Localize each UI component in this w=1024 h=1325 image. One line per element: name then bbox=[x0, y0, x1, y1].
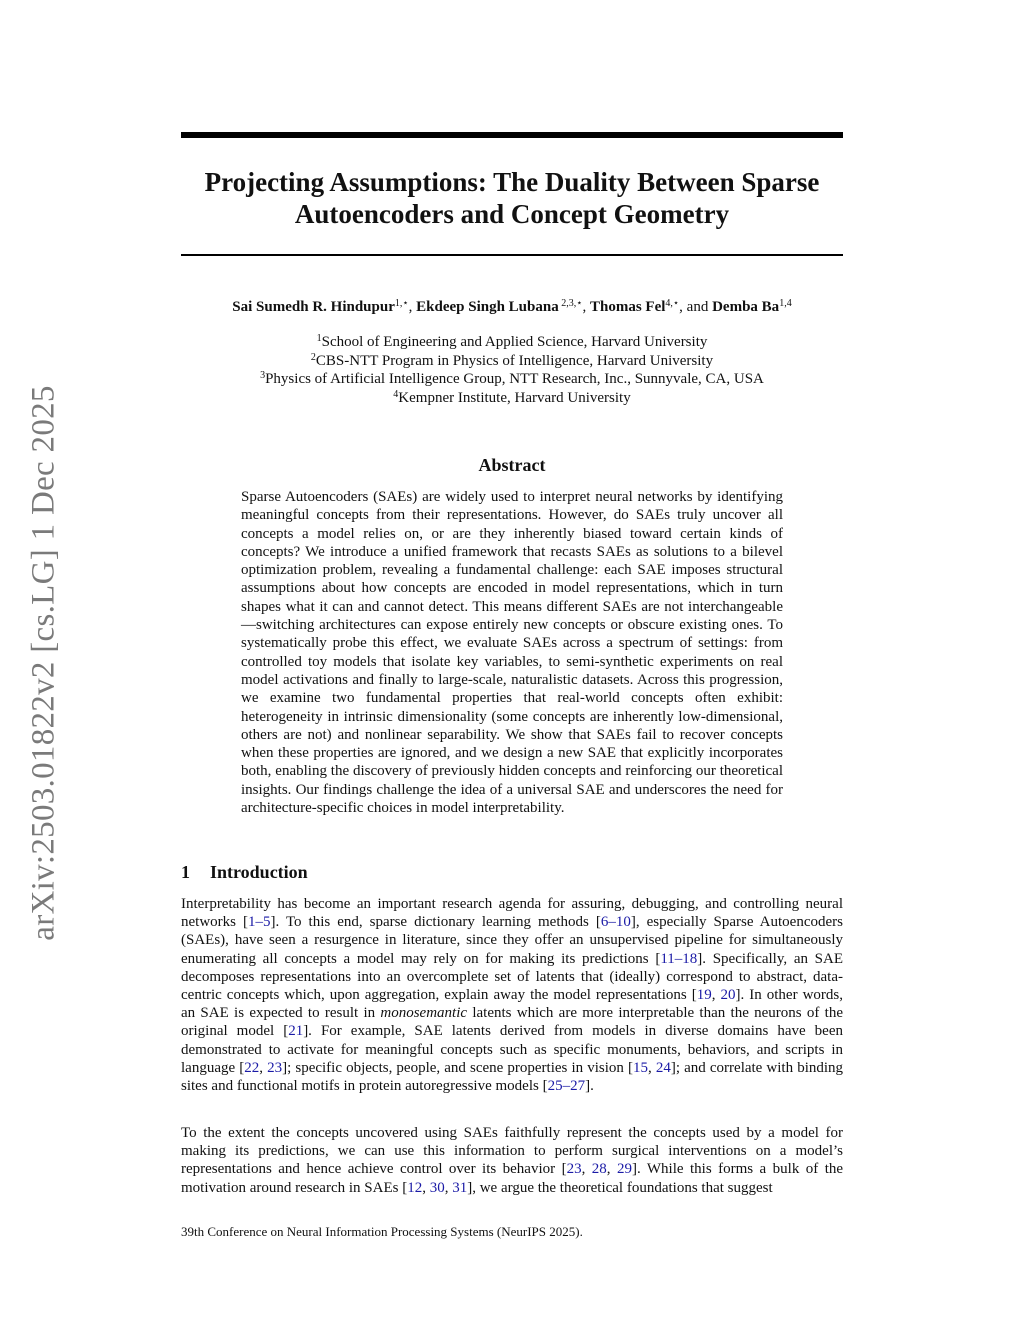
author-name: Sai Sumedh R. Hindupur bbox=[232, 299, 395, 315]
citation-link[interactable]: 22 bbox=[244, 1059, 260, 1076]
paper-title bbox=[150, 166, 874, 230]
section-title: Introduction bbox=[210, 862, 308, 882]
author-affiliation-marks: 2,3,⋆ bbox=[558, 298, 583, 309]
conference-footnote: 39th Conference on Neural Information Processing Systems (NeurIPS 2025). bbox=[181, 1224, 583, 1239]
citation-link[interactable]: 11–18 bbox=[660, 950, 698, 967]
affiliation-number: 4 bbox=[393, 388, 399, 400]
affiliation-number: 2 bbox=[310, 351, 316, 363]
affiliation-number: 3 bbox=[260, 370, 266, 381]
citation-link[interactable]: 29 bbox=[616, 1161, 632, 1178]
affiliation bbox=[150, 333, 874, 352]
title-line-2: Autoencoders and Concept Geometry bbox=[294, 199, 730, 229]
citation-link[interactable]: 12 bbox=[407, 1179, 423, 1196]
citation-link[interactable]: 31 bbox=[452, 1179, 468, 1196]
author-list bbox=[150, 297, 874, 317]
author-separator: , bbox=[408, 299, 417, 315]
title-bottom-rule bbox=[181, 254, 843, 256]
citation-link[interactable]: 24 bbox=[655, 1059, 671, 1076]
author-affiliation-marks: 4,⋆ bbox=[665, 298, 680, 309]
affiliation-number: 1 bbox=[316, 333, 322, 344]
intro-paragraph-2: To the extent the concepts uncovered using SAEs faithfully represent the concepts used by a model for making its predictions, we can use this information to perform surgical interventions on a model’s representations and hence achieve control over its behavior [23, 28, 29]. While this forms a bulk of the motivation around research in SAEs [12, 30, 31], we argue the theoretical foundations that suggest bbox=[181, 1125, 844, 1196]
affiliation bbox=[150, 370, 874, 389]
citation-link[interactable]: 30 bbox=[429, 1179, 445, 1196]
abstract-heading: Abstract bbox=[478, 455, 546, 475]
author-name: Demba Ba bbox=[712, 299, 780, 315]
citation-link[interactable]: 1–5 bbox=[247, 914, 271, 931]
citation-link[interactable]: 6–10 bbox=[600, 914, 631, 931]
citation-link[interactable]: 25–27 bbox=[547, 1078, 586, 1095]
section-number: 1 bbox=[181, 862, 190, 882]
author-affiliation-marks: 1,⋆ bbox=[394, 298, 409, 309]
citation-link[interactable]: 21 bbox=[288, 1023, 304, 1040]
author-separator: , bbox=[582, 299, 590, 315]
author-separator: , and bbox=[679, 299, 713, 315]
citation-link[interactable]: 28 bbox=[591, 1161, 607, 1178]
affiliation-text: School of Engineering and Applied Science, Harvard University bbox=[321, 334, 708, 350]
title-top-rule bbox=[181, 132, 843, 138]
section-heading bbox=[181, 862, 308, 883]
citation-link[interactable]: 20 bbox=[720, 987, 736, 1004]
affiliation-text: CBS-NTT Program in Physics of Intelligence, Harvard University bbox=[315, 352, 714, 369]
arxiv-identifier: arXiv:2503.01822v2 [cs.LG] 1 Dec 2025 bbox=[25, 385, 62, 941]
citation-link[interactable]: 19 bbox=[696, 987, 712, 1004]
affiliation-text: Physics of Artificial Intelligence Group, NTT Research, Inc., Sunnyvale, CA, USA bbox=[265, 371, 764, 387]
author-name: Ekdeep Singh Lubana bbox=[416, 299, 559, 315]
title-line-1: Projecting Assumptions: The Duality Between Sparse bbox=[204, 167, 820, 197]
affiliation bbox=[150, 389, 874, 408]
affiliation-list bbox=[150, 333, 874, 407]
affiliation bbox=[150, 352, 874, 371]
citation-link[interactable]: 23 bbox=[267, 1059, 283, 1076]
citation-link[interactable]: 23 bbox=[566, 1161, 582, 1178]
citation-link[interactable]: 15 bbox=[633, 1059, 649, 1076]
intro-paragraph-1: Interpretability has become an important research agenda for assuring, debugging, and controlling neural networks [1–5]. To this end, sparse dictionary learning methods [6–10], especially Sparse Autoencoders (SAEs), have seen a resurgence in literature, since they offer an unsupervised pipeline for simultaneously enumerating all concepts a model may rely on for making its predictions [11–18]. Specifically, an SAE decomposes representations into an overcomplete set of latents that (ideally) correspond to abstract, data-centric concepts which, upon aggregation, explain away the model representations [19, 20]. In other words, an SAE is expected to result in monosemantic latents which are more interpretable than the neurons of the original model [21]. For example, SAE latents derived from models in diverse domains have been demonstrated to activate for meaningful concepts such as specific monuments, behaviors, and scripts in language [22, 23]; specific objects, people, and scene properties in vision [15, 24]; and correlate with binding sites and functional motifs in protein autoregressive models [25–27]. bbox=[181, 896, 844, 1095]
abstract-text: Sparse Autoencoders (SAEs) are widely used to interpret neural networks by identifying meaningful concepts from their representations. However, do SAEs truly uncover all concepts a model relies on, or are they inherently biased toward certain kinds of concepts? We introduce a unified framework that recasts SAEs as solutions to a bilevel optimization problem, revealing a fundamental challenge: each SAE imposes structural assumptions about how concepts are encoded in model representations, which in turn shapes what it can and cannot detect. This means different SAEs are not interchangeable—switching architectures can expose entirely new concepts or obscure existing ones. To systematically probe this effect, we evaluate SAEs across a spectrum of settings: from controlled toy models that isolate key variables, to semi-synthetic experiments on real model activations and finally to large-scale, naturalistic datasets. Across this progression, we examine two fundamental properties that real-world concepts often exhibit: heterogeneity in intrinsic dimensionality (some concepts are inherently low-dimensional, others are not) and nonlinear separability. We show that SAEs fail to recover concepts when these properties are ignored, and we design a new SAE that explicitly incorporates both, enabling the discovery of previously hidden concepts and reinforcing our theoretical insights. Our findings challenge the idea of a universal SAE and underscores the need for architecture-specific choices in model interpretability. bbox=[241, 489, 783, 817]
affiliation-text: Kempner Institute, Harvard University bbox=[398, 389, 631, 406]
italic-term: monosemantic bbox=[380, 1005, 468, 1022]
author-affiliation-marks: 1,4 bbox=[779, 298, 792, 309]
author-name: Thomas Fel bbox=[589, 299, 666, 315]
